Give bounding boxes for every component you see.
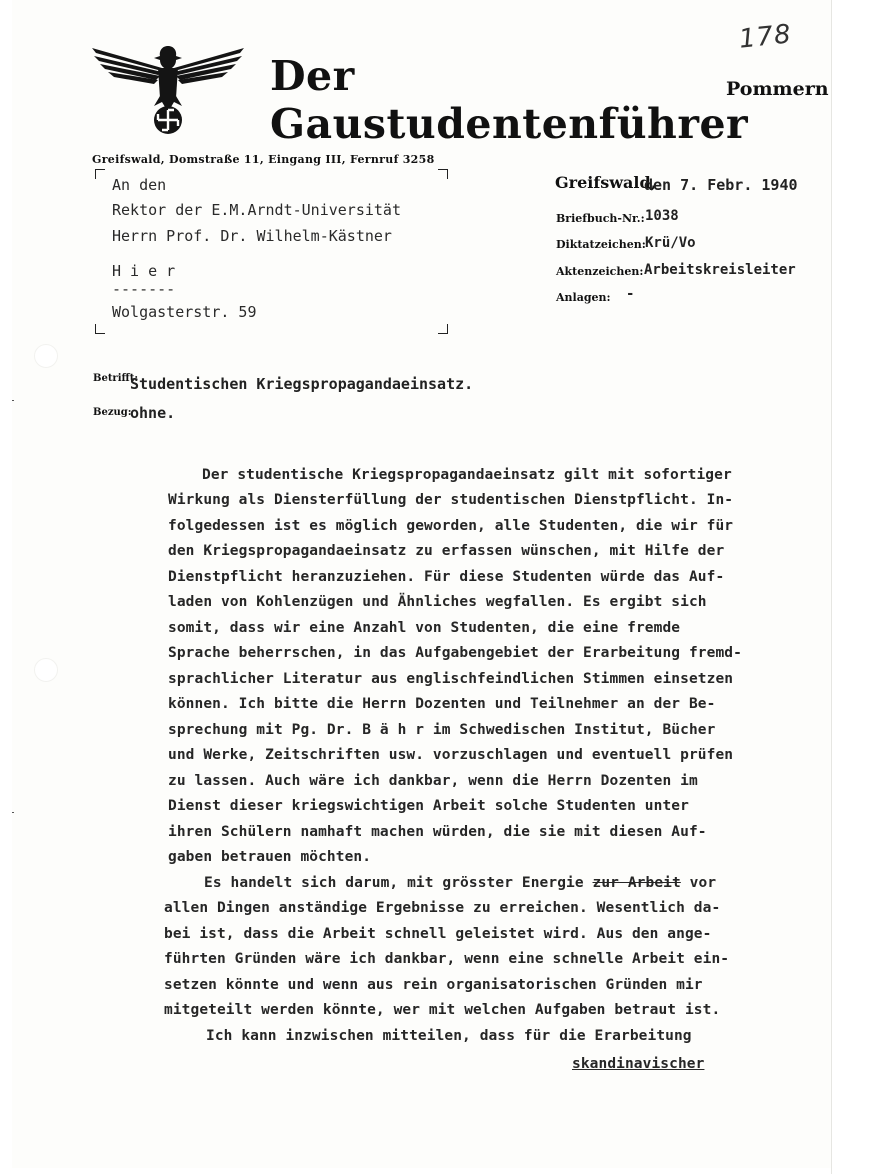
bezug-label: Bezug: — [93, 407, 132, 418]
body-line: laden von Kohlenzügen und Ähnliches wegfallen. Es ergibt sich — [168, 594, 707, 610]
margin-fold-mark — [12, 400, 14, 401]
body-line: mitgeteilt werden könnte, wer mit welchen Aufgaben betraut ist. — [164, 1002, 721, 1018]
betrifft-label: Betrifft: — [93, 373, 139, 384]
body-line: Ich kann inzwischen mitteilen, dass für die Erarbeitung — [206, 1028, 692, 1044]
body-text: Es handelt sich darum, mit grösster Energie — [204, 875, 593, 891]
body-line: Der studentische Kriegspropagandaeinsatz gilt mit sofortiger — [202, 467, 732, 483]
continuation-word: skandinavischer — [572, 1056, 705, 1072]
bezug-text: ohne. — [130, 404, 176, 422]
sender-address: Greifswald, Domstraße 11, Eingang III, Fernruf 3258 — [92, 153, 435, 166]
anlagen-value: - — [626, 286, 635, 302]
address-window-corner — [438, 324, 448, 334]
body-line: bei ist, dass die Arbeit schnell geleistet wird. Aus den ange- — [164, 926, 712, 942]
body-line: und Werke, Zeitschriften usw. vorzuschlagen und eventuell prüfen — [168, 747, 734, 763]
recipient-line: An den — [112, 176, 167, 194]
diktat-label: Diktatzeichen: — [556, 238, 646, 251]
body-line: zu lassen. Auch wäre ich dankbar, wenn die Herrn Dozenten im — [168, 773, 698, 789]
anlagen-label: Anlagen: — [556, 291, 611, 304]
handwritten-page-number: 178 — [737, 19, 794, 55]
body-line: gaben betrauen möchten. — [168, 849, 372, 865]
punch-hole-top — [34, 344, 58, 368]
body-line: können. Ich bitte die Herrn Dozenten und Teilnehmer an der Be- — [168, 696, 716, 712]
address-window-corner — [95, 324, 105, 334]
body-line: sprechung mit Pg. Dr. B ä h r im Schwedischen Institut, Bücher — [168, 722, 716, 738]
struck-text: zur Arbeit — [592, 875, 681, 891]
recipient-line: Herrn Prof. Dr. Wilhelm-Kästner — [112, 227, 392, 245]
akten-value: Arbeitskreisleiter — [644, 262, 796, 278]
place: Greifswald, — [555, 173, 657, 192]
letter-date: den 7. Febr. 1940 — [644, 176, 798, 194]
margin-fold-mark — [12, 812, 14, 813]
punch-hole-bottom — [34, 658, 58, 682]
body-line: folgedessen ist es möglich geworden, alle Studenten, die wir für — [168, 518, 734, 534]
recipient-line: Rektor der E.M.Arndt-Universität — [112, 201, 401, 219]
recipient-line: Wolgasterstr. 59 — [112, 303, 257, 321]
recipient-line: H i e r — [112, 262, 176, 280]
akten-label: Aktenzeichen: — [556, 265, 644, 278]
body-line: Sprache beherrschen, in das Aufgabengebiet der Erarbeitung fremd- — [168, 645, 742, 661]
briefbuch-value: 1038 — [645, 208, 679, 224]
letterhead-title: Der Gaustudentenführer — [270, 52, 749, 148]
briefbuch-label: Briefbuch-Nr.: — [556, 212, 645, 225]
body-line: setzen könnte und wenn aus rein organisatorischen Gründen mir — [164, 977, 703, 993]
body-line: somit, dass wir eine Anzahl von Studenten, die eine fremde — [168, 620, 681, 636]
recipient-line: ------- — [112, 280, 176, 298]
letter-page — [12, 0, 832, 1168]
eagle-emblem-icon — [88, 40, 248, 136]
body-line — [204, 875, 716, 891]
diktat-value: Krü/Vo — [645, 235, 696, 251]
page-margin-edge — [831, 0, 870, 1174]
body-line: sprachlicher Literatur aus englischfeindlichen Stimmen einsetzen — [168, 671, 734, 687]
body-line: Wirkung als Diensterfüllung der studentischen Dienstpflicht. In- — [168, 492, 734, 508]
subject-text: Studentischen Kriegspropagandaeinsatz. — [130, 375, 474, 393]
address-window-corner — [438, 169, 448, 179]
body-text: vor — [680, 875, 717, 891]
address-window-corner — [95, 169, 105, 179]
body-line: führten Gründen wäre ich dankbar, wenn eine schnelle Arbeit ein- — [164, 951, 730, 967]
body-line: ihren Schülern namhaft machen würden, die sie mit diesen Auf- — [168, 824, 707, 840]
body-line: den Kriegspropagandaeinsatz zu erfassen wünschen, mit Hilfe der — [168, 543, 725, 559]
body-line: allen Dingen anständige Ergebnisse zu erreichen. Wesentlich da- — [164, 900, 721, 916]
body-line: Dienst dieser kriegswichtigen Arbeit solche Studenten unter — [168, 798, 689, 814]
body-line: Dienstpflicht heranzuziehen. Für diese Studenten würde das Auf- — [168, 569, 725, 585]
letterhead-region: Pommern — [726, 78, 829, 100]
